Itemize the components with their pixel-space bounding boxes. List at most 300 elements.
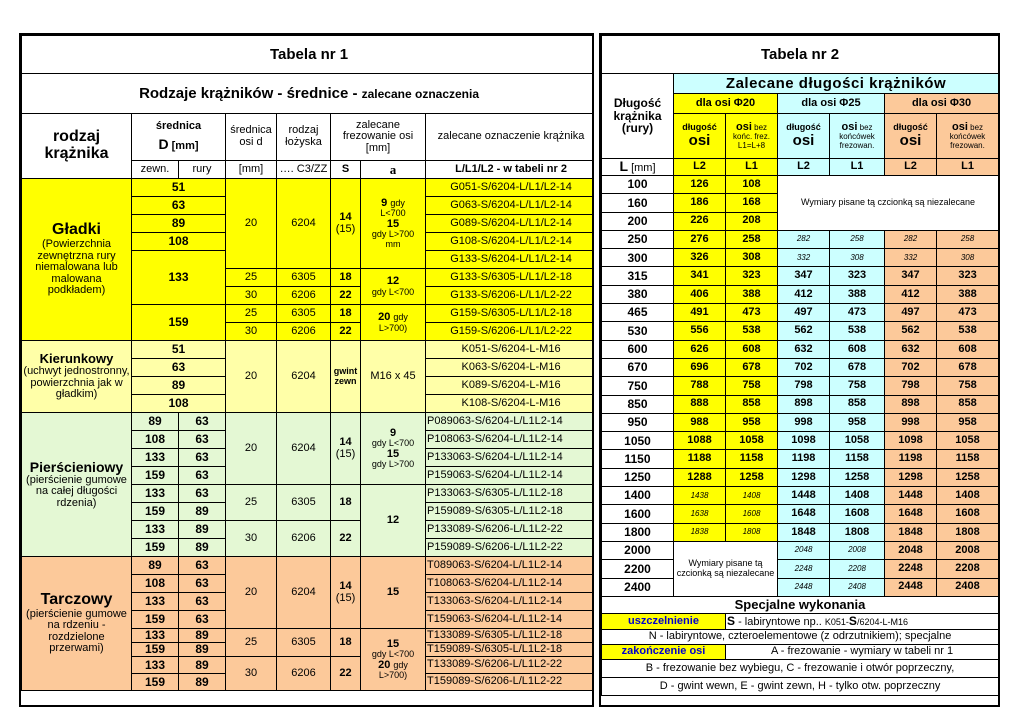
tarcza-D: 159 [132, 674, 179, 691]
length-value: 538 [726, 322, 778, 340]
pierscien-S: 18 [331, 485, 361, 521]
header-srednica [132, 114, 226, 161]
length-L: 670 [602, 358, 674, 376]
gladki-D: 89 [132, 215, 226, 233]
length-value: 562 [885, 322, 937, 340]
h-frezowan: frezowan. [839, 140, 875, 150]
tarcza-rura: 63 [179, 575, 226, 593]
table-1-grid [21, 35, 594, 691]
length-row [602, 505, 999, 523]
length-row [602, 176, 999, 194]
type-kierunkowy-name: Kierunkowy [39, 351, 114, 367]
length-value: 282 [885, 230, 937, 248]
length-L: 250 [602, 230, 674, 248]
h-bez: bez [751, 122, 768, 132]
length-value: 2008 [830, 541, 885, 559]
gladki-S [331, 179, 361, 269]
length-value: 2408 [830, 578, 885, 596]
gladki-lozysko: 6206 [277, 287, 331, 305]
pierscien-D: 108 [132, 431, 179, 449]
tarcza-rura: 89 [179, 643, 226, 657]
tarcza-os: 20 [226, 557, 277, 629]
header-c3: …. C3/ZZ [277, 161, 331, 179]
length-value: 696 [674, 358, 726, 376]
tarcza-rura: 63 [179, 557, 226, 575]
h-frezowan: frezowan. [950, 140, 985, 150]
pierscien-ozn: P108063-S/6204-L/L1L2-14 [426, 431, 595, 449]
tarcza-S-14: 14 [339, 579, 352, 592]
pierscien-D: 89 [132, 413, 179, 431]
header-L2: L2 [885, 159, 937, 176]
length-value: 758 [830, 377, 885, 395]
h-osi-bez: osi [952, 120, 968, 133]
pierscien-D: 159 [132, 467, 179, 485]
h-osi-bez: osi [735, 120, 752, 133]
gladki-S-15: (15) [335, 222, 356, 235]
tarcza-lozysko: 6204 [277, 557, 331, 629]
length-value: 2248 [778, 560, 830, 578]
pierscien-os: 30 [226, 521, 277, 557]
gladki-ozn: G089-S/6204-L/L1/L2-14 [426, 215, 595, 233]
length-value: 898 [778, 395, 830, 413]
pierscien-ozn: P133063-S/6204-L/L1L2-14 [426, 449, 595, 467]
tarcza-D: 108 [132, 575, 179, 593]
length-value: 473 [830, 304, 885, 322]
table-2-grid [601, 35, 999, 696]
length-value: 412 [885, 285, 937, 303]
table-2-subtitle: Zalecane długości krążników [674, 74, 999, 94]
gladki-a-12-val: 12 [386, 275, 400, 287]
gladki-D: 108 [132, 233, 226, 251]
pierscien-rura: 63 [179, 413, 226, 431]
length-value: 1158 [937, 450, 999, 468]
gladki-D: 63 [132, 197, 226, 215]
length-value: 1098 [778, 432, 830, 450]
tarcza-S: 18 [331, 629, 361, 657]
table-2 [599, 33, 1000, 707]
pierscien-rura: 63 [179, 431, 226, 449]
pierscien-S-14: 14 [339, 435, 352, 448]
header-phi20: dla osi Φ20 [674, 94, 778, 114]
tarcza-lozysko: 6206 [277, 657, 331, 691]
length-value: 308 [937, 249, 999, 267]
length-value: 308 [830, 249, 885, 267]
tarcza-a-lt700: gdy L<700 [371, 649, 415, 660]
length-value: 858 [726, 395, 778, 413]
gladki-ozn: G159-S/6305-L/L1/L2-18 [426, 305, 595, 323]
gladki-os: 30 [226, 323, 277, 341]
gladki-a-20-cond: L>700) [378, 322, 408, 333]
length-L: 850 [602, 395, 674, 413]
length-value: 497 [778, 304, 830, 322]
gladki-ozn: G051-S/6204-L/L1/L2-14 [426, 179, 595, 197]
type-gladki-desc: (Powierzchnia zewnętrzna rury niemalowana lub malowana podkładem) [35, 238, 118, 297]
length-row [602, 249, 999, 267]
header-os: średnica osi d [226, 114, 277, 161]
tarcza-D: 133 [132, 593, 179, 611]
header-a: a [361, 161, 426, 179]
gladki-lozysko: 6305 [277, 305, 331, 323]
pierscien-ozn: P159063-S/6204-L/L1L2-14 [426, 467, 595, 485]
pierscien-ozn: P133063-S/6305-L/L1L2-18 [426, 485, 595, 503]
length-row [602, 560, 999, 578]
length-value: 958 [937, 413, 999, 431]
length-value: 1438 [674, 487, 726, 505]
subtitle-small: zalecane oznaczenia [361, 86, 480, 101]
length-value: 632 [885, 340, 937, 358]
tarcza-a-gdy: gdy [393, 659, 408, 670]
length-value: 1448 [885, 487, 937, 505]
tarcza-rura: 63 [179, 611, 226, 629]
length-row [602, 267, 999, 285]
length-value: 388 [830, 285, 885, 303]
length-L: 380 [602, 285, 674, 303]
pierscien-ozn: P133089-S/6206-L/L1L2-22 [426, 521, 595, 539]
pierscien-rura: 89 [179, 503, 226, 521]
h-osi: osi [688, 131, 711, 149]
tarcza-S-15: (15) [335, 591, 356, 604]
header-osi-bez-25 [830, 114, 885, 159]
gladki-a [361, 179, 426, 269]
length-value: 1808 [937, 523, 999, 541]
tarcza-a-20: 20 [378, 658, 391, 671]
length-value: 473 [726, 304, 778, 322]
header-L1: L1 [830, 159, 885, 176]
table-1 [19, 33, 594, 707]
length-value: 608 [830, 340, 885, 358]
length-value: 1198 [778, 450, 830, 468]
gladki-S: 18 [331, 305, 361, 323]
tarcza-rura: 89 [179, 629, 226, 643]
length-row [602, 230, 999, 248]
pierscien-rura: 63 [179, 467, 226, 485]
length-value: 1088 [674, 432, 726, 450]
h-bez: bez [967, 122, 984, 132]
uszczelnienie-N: N - labiryntowe, czteroelementowe (z odrzutnikiem); specjalne [602, 629, 999, 644]
gladki-a-gdy: gdy [390, 197, 405, 208]
gladki-a-20-gdy: gdy [393, 312, 408, 322]
uszcz-ex1: K051- [824, 616, 849, 627]
header-osi-bez-30 [937, 114, 999, 159]
type-tarczowy-name: Tarczowy [40, 591, 113, 608]
length-value: 2408 [937, 578, 999, 596]
length-value: 1298 [778, 468, 830, 486]
pierscien-lozysko: 6204 [277, 413, 331, 485]
header-S: S [331, 161, 361, 179]
length-value: 798 [885, 377, 937, 395]
pierscien-rura: 63 [179, 449, 226, 467]
gladki-S: 22 [331, 287, 361, 305]
gladki-lozysko: 6204 [277, 179, 331, 269]
length-value: 556 [674, 322, 726, 340]
length-value: 276 [674, 230, 726, 248]
tarcza-ozn: T159089-S/6305-L/L1L2-18 [426, 643, 595, 657]
header-L [602, 159, 674, 176]
pierscien-a-lt700: gdy L<700 [371, 438, 415, 449]
gladki-a-15: 15 [386, 217, 400, 230]
length-value: 208 [726, 212, 778, 230]
header-lozysko: rodzaj łożyska [277, 114, 331, 161]
pierscien-D: 133 [132, 485, 179, 503]
gladki-a-mm: mm [385, 238, 401, 249]
tarcza-lozysko: 6305 [277, 629, 331, 657]
kierunkowy-D: 89 [132, 377, 226, 395]
pierscien-os: 25 [226, 485, 277, 521]
special-title: Specjalne wykonania [602, 596, 999, 613]
length-value: 1848 [778, 523, 830, 541]
length-value: 1258 [937, 468, 999, 486]
gladki-os: 30 [226, 287, 277, 305]
length-row [602, 450, 999, 468]
length-L: 200 [602, 212, 674, 230]
header-dl-osi-25 [778, 114, 830, 159]
pierscien-D: 133 [132, 521, 179, 539]
kierunkowy-D: 51 [132, 341, 226, 359]
length-value: 2208 [830, 560, 885, 578]
tarcza-D: 133 [132, 629, 179, 643]
length-value: 388 [726, 285, 778, 303]
length-row [602, 413, 999, 431]
kierunkowy-m16: M16 x 45 [361, 341, 426, 413]
kierunkowy-ozn: K089-S/6204-L-M16 [426, 377, 595, 395]
gladki-ozn: G133-S/6305-L/L1/L2-18 [426, 269, 595, 287]
uszcz-S: S [727, 613, 736, 628]
h-osi: osi [899, 131, 922, 149]
gladki-a-20 [361, 305, 426, 341]
table-1-subtitle [22, 74, 595, 114]
length-value: 2448 [778, 578, 830, 596]
length-value: 258 [830, 230, 885, 248]
length-row [602, 285, 999, 303]
length-value: 491 [674, 304, 726, 322]
length-value: 2208 [937, 560, 999, 578]
header-D-unit: [mm] [171, 140, 199, 152]
length-row [602, 395, 999, 413]
h-konc-frez: końc. frez. [733, 132, 770, 142]
length-row [602, 578, 999, 596]
type-gladki-name: Gładki [52, 221, 101, 239]
kierunkowy-ozn: K063-S/6204-L-M16 [426, 359, 595, 377]
header-oznaczenie: zalecane oznaczenie krążnika [426, 114, 595, 161]
type-pierscieniowy [22, 413, 132, 557]
length-value: 1058 [830, 432, 885, 450]
length-L: 2400 [602, 578, 674, 596]
length-value: 341 [674, 267, 726, 285]
pierscien-D: 159 [132, 539, 179, 557]
h-bez: bez [857, 122, 873, 132]
length-L: 950 [602, 413, 674, 431]
gladki-os: 25 [226, 269, 277, 287]
length-L: 600 [602, 340, 674, 358]
length-value: 958 [830, 413, 885, 431]
length-value: 282 [778, 230, 830, 248]
pierscien-rura: 89 [179, 521, 226, 539]
h-osi: osi [792, 131, 815, 149]
kierunkowy-gwint: gwint zewn [331, 341, 361, 413]
header-D: D [158, 136, 169, 152]
header-os-unit: [mm] [226, 161, 277, 179]
kierunkowy-ozn: K108-S/6204-L-M16 [426, 395, 595, 413]
table-2-title: Tabela nr 2 [602, 36, 999, 74]
length-row [602, 304, 999, 322]
tarcza-a-gt700: L>700) [378, 670, 408, 681]
pierscien-a [361, 413, 426, 485]
header-rodzaj: rodzaj krążnika [22, 114, 132, 179]
length-value: 1258 [830, 468, 885, 486]
length-value: 1258 [726, 468, 778, 486]
h-L1L8: L1=L+8 [737, 140, 766, 150]
length-value: 1198 [885, 450, 937, 468]
length-value: 798 [778, 377, 830, 395]
length-value: 332 [778, 249, 830, 267]
pierscien-S [331, 413, 361, 485]
gladki-ozn: G133-S/6206-L/L1/L2-22 [426, 287, 595, 305]
pierscien-a-15: 15 [386, 447, 400, 460]
tarcza-os: 30 [226, 657, 277, 691]
gladki-lozysko: 6206 [277, 323, 331, 341]
header-L2: L2 [778, 159, 830, 176]
pierscien-lozysko: 6206 [277, 521, 331, 557]
length-value: 1408 [830, 487, 885, 505]
gladki-os: 25 [226, 305, 277, 323]
length-row [602, 487, 999, 505]
length-value: 388 [937, 285, 999, 303]
type-gladki [22, 179, 132, 341]
length-value: 1608 [830, 505, 885, 523]
length-value: 1808 [830, 523, 885, 541]
gladki-D: 133 [132, 251, 226, 305]
pierscien-D: 133 [132, 449, 179, 467]
tarcza-D: 89 [132, 557, 179, 575]
length-value: 988 [674, 413, 726, 431]
tarcza-ozn: T159089-S/6206-L/L1L2-22 [426, 674, 595, 691]
length-value: 1608 [937, 505, 999, 523]
uszcz-exS: S [848, 613, 857, 628]
tarcza-os: 25 [226, 629, 277, 657]
length-value: 308 [726, 249, 778, 267]
length-value: 168 [726, 194, 778, 212]
kierunkowy-lozysko: 6204 [277, 341, 331, 413]
pierscien-S-15: (15) [335, 447, 356, 460]
note-not-recommended-bottom: Wymiary pisane tą czcionką są niezalecane [674, 541, 778, 596]
length-value: 632 [778, 340, 830, 358]
length-value: 258 [726, 230, 778, 248]
pierscien-a-gt700: gdy L>700 [371, 459, 415, 470]
gladki-a-12-cond: gdy L<700 [371, 286, 415, 297]
length-value: 406 [674, 285, 726, 303]
tarcza-D: 159 [132, 643, 179, 657]
uszczelnienie-text [726, 613, 999, 629]
label-uszczelnienie: uszczelnienie [602, 613, 726, 629]
length-value: 562 [778, 322, 830, 340]
gladki-S: 22 [331, 323, 361, 341]
length-value: 1058 [937, 432, 999, 450]
length-L: 100 [602, 176, 674, 194]
length-row [602, 377, 999, 395]
tarcza-ozn: T133089-S/6206-L/L1L2-22 [426, 657, 595, 674]
pierscien-os: 20 [226, 413, 277, 485]
type-pierscieniowy-desc: (pierścienie gumowe na całej długości rdzenia) [26, 473, 127, 509]
pierscien-ozn: P089063-S/6204-L/L1L2-14 [426, 413, 595, 431]
type-tarczowy [22, 557, 132, 691]
gladki-a-lt700: L<700 [380, 208, 406, 219]
length-value: 1408 [937, 487, 999, 505]
zakonczenie-A: A - frezowanie - wymiary w tabeli nr 1 [726, 644, 999, 659]
length-value: 2008 [937, 541, 999, 559]
tarcza-ozn: T133063-S/6204-L/L1L2-14 [426, 593, 595, 611]
zakonczenie-DEH: D - gwint wewn, E - gwint zewn, H - tylko otw. poprzeczny [602, 677, 999, 695]
length-L: 1800 [602, 523, 674, 541]
length-value: 608 [937, 340, 999, 358]
length-L: 1150 [602, 450, 674, 468]
tarcza-rura: 63 [179, 593, 226, 611]
length-value: 473 [937, 304, 999, 322]
note-not-recommended-top: Wymiary pisane tą czcionką są niezalecane [778, 176, 999, 231]
length-value: 2048 [778, 541, 830, 559]
uszcz-ex2: /6204-L-M16 [856, 616, 908, 627]
h-L: L [619, 158, 629, 175]
gladki-a-20-val: 20 [378, 311, 391, 323]
h-dl: długość [786, 122, 821, 133]
length-value: 186 [674, 194, 726, 212]
length-value: 2448 [885, 578, 937, 596]
header-L1: L1 [726, 159, 778, 176]
length-value: 958 [726, 413, 778, 431]
gladki-os: 20 [226, 179, 277, 269]
kierunkowy-D: 108 [132, 395, 226, 413]
length-value: 608 [726, 340, 778, 358]
header-dl-osi-30 [885, 114, 937, 159]
length-L: 1600 [602, 505, 674, 523]
length-value: 326 [674, 249, 726, 267]
gladki-D: 51 [132, 179, 226, 197]
length-value: 1288 [674, 468, 726, 486]
pierscien-lozysko: 6305 [277, 485, 331, 521]
gladki-ozn: G063-S/6204-L/L1/L2-14 [426, 197, 595, 215]
length-value: 678 [830, 358, 885, 376]
pierscien-a-9: 9 [389, 426, 397, 439]
length-value: 702 [778, 358, 830, 376]
length-value: 1408 [726, 487, 778, 505]
header-osi-bez-20 [726, 114, 778, 159]
gladki-ozn: G159-S/6206-L/L1/L2-22 [426, 323, 595, 341]
length-L: 750 [602, 377, 674, 395]
length-value: 1098 [885, 432, 937, 450]
length-L: 1250 [602, 468, 674, 486]
uszcz-text: - labiryntowe np.. [735, 615, 825, 628]
length-L: 1400 [602, 487, 674, 505]
length-row [602, 523, 999, 541]
length-value: 347 [778, 267, 830, 285]
header-phi25: dla osi Φ25 [778, 94, 885, 114]
type-kierunkowy [22, 341, 132, 413]
h-osi-bez: osi [841, 120, 858, 133]
length-value: 678 [937, 358, 999, 376]
length-value: 1058 [726, 432, 778, 450]
length-L: 160 [602, 194, 674, 212]
length-row [602, 432, 999, 450]
tarcza-ozn: T108063-S/6204-L/L1L2-14 [426, 575, 595, 593]
length-value: 1188 [674, 450, 726, 468]
length-value: 2248 [885, 560, 937, 578]
length-value: 538 [937, 322, 999, 340]
length-value: 347 [885, 267, 937, 285]
tarcza-ozn: T133089-S/6305-L/L1L2-18 [426, 629, 595, 643]
length-value: 1298 [885, 468, 937, 486]
length-value: 1648 [885, 505, 937, 523]
tarcza-ozn: T159063-S/6204-L/L1L2-14 [426, 611, 595, 629]
length-value: 758 [937, 377, 999, 395]
